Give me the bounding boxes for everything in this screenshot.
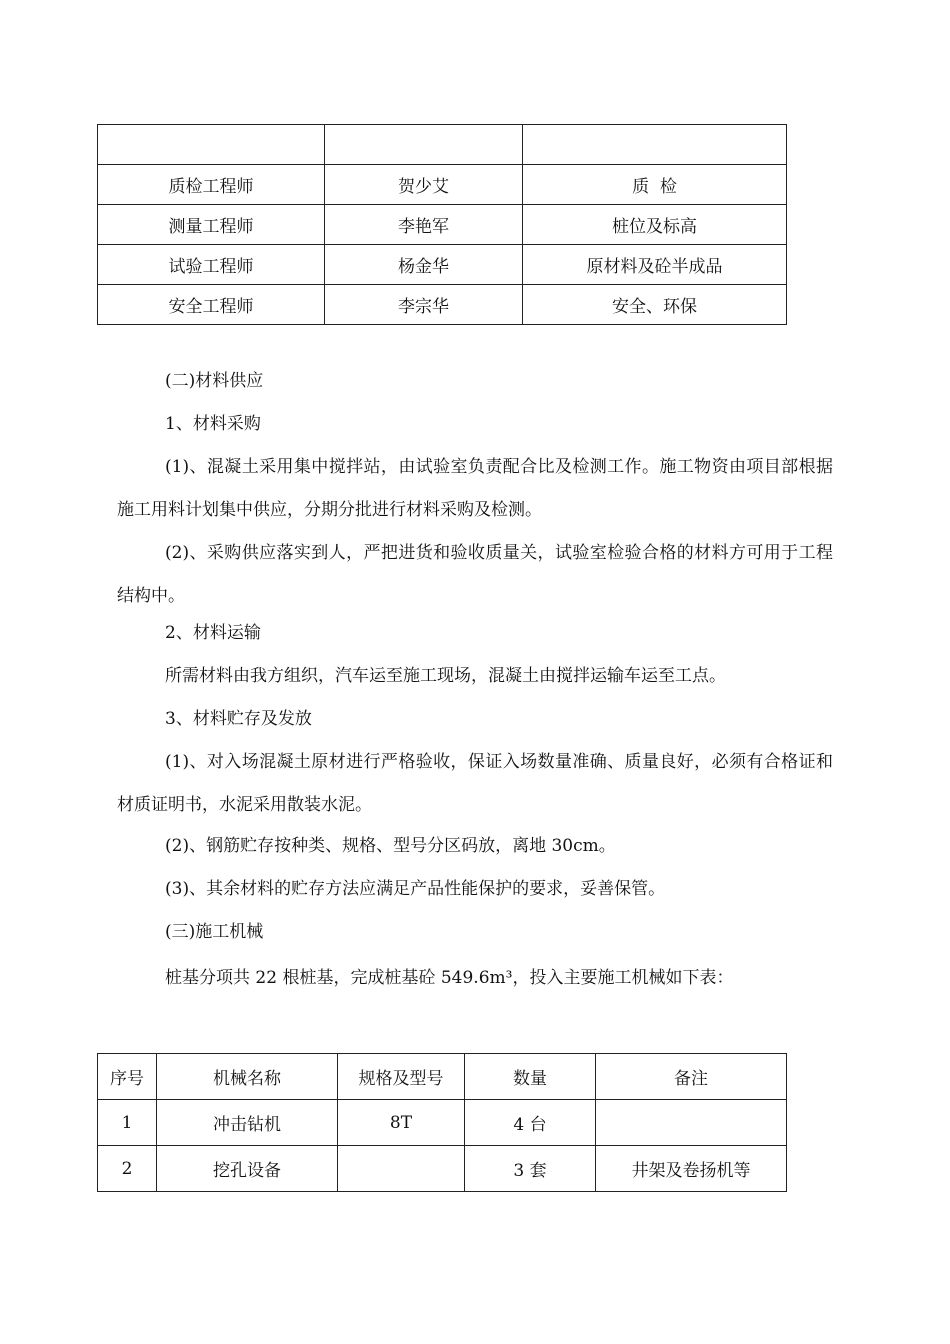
table-row [98,1146,787,1192]
table-header-row [98,1054,787,1100]
table-cell: 1 [98,1100,157,1146]
table-cell: 冲击钻机 [157,1100,338,1146]
paragraph-storage-2: (2)、钢筋贮存按种类、规格、型号分区码放，离地 30cm。 [165,836,616,856]
subheading-purchase: 1、材料采购 [165,414,261,434]
table-row [98,285,787,325]
section-heading-material-supply: (二)材料供应 [165,371,264,391]
paragraph-purchase-1: (1)、混凝土采用集中搅拌站，由试验室负责配合比及检测工作。施工物资由项目部根据施工用料计划集中供应，分期分批进行材料采购及检测。 [117,457,833,520]
table-cell: 李艳军 [325,205,523,245]
column-header: 规格及型号 [338,1054,465,1100]
table-cell: 杨金华 [325,245,523,285]
table-cell: 质检工程师 [98,165,325,205]
table-cell: 2 [98,1146,157,1192]
paragraph-machinery-intro: 桩基分项共 22 根桩基，完成桩基砼 549.6m³，投入主要施工机械如下表： [165,968,734,988]
column-header: 数量 [465,1054,596,1100]
table-cell: 测量工程师 [98,205,325,245]
table-cell: 试验工程师 [98,245,325,285]
table-cell: 挖孔设备 [157,1146,338,1192]
table-row [98,205,787,245]
table-cell [596,1100,787,1146]
column-header: 机械名称 [157,1054,338,1100]
table-cell [523,125,787,165]
table-cell [338,1146,465,1192]
table-row [98,245,787,285]
table-row [98,125,787,165]
column-header: 备注 [596,1054,787,1100]
table-cell: 8T [338,1100,465,1146]
paragraph-storage-1: (1)、对入场混凝土原材进行严格验收，保证入场数量准确、质量良好，必须有合格证和材质证明书，水泥采用散装水泥。 [117,752,833,815]
table-cell [98,125,325,165]
table-cell: 李宗华 [325,285,523,325]
paragraph-purchase-2: (2)、采购供应落实到人，严把进货和验收质量关，试验室检验合格的材料方可用于工程结构中。 [117,543,833,606]
machinery-table [97,1053,787,1192]
table-cell: 3 套 [465,1146,596,1192]
staff-table [97,124,787,325]
table-cell: 质 检 [523,165,787,205]
paragraph-storage-3: (3)、其余材料的贮存方法应满足产品性能保护的要求，妥善保管。 [165,879,666,899]
table-cell: 安全工程师 [98,285,325,325]
table-cell: 安全、环保 [523,285,787,325]
table-cell: 原材料及砼半成品 [523,245,787,285]
column-header: 序号 [98,1054,157,1100]
table-cell: 贺少艾 [325,165,523,205]
table-cell: 井架及卷扬机等 [596,1146,787,1192]
subheading-transport: 2、材料运输 [165,623,261,643]
table-cell: 4 台 [465,1100,596,1146]
table-cell: 桩位及标高 [523,205,787,245]
table-cell [325,125,523,165]
table-row [98,1100,787,1146]
section-heading-machinery: (三)施工机械 [165,922,264,942]
table-row [98,165,787,205]
subheading-storage: 3、材料贮存及发放 [165,709,312,729]
paragraph-transport: 所需材料由我方组织，汽车运至施工现场，混凝土由搅拌运输车运至工点。 [165,666,726,686]
